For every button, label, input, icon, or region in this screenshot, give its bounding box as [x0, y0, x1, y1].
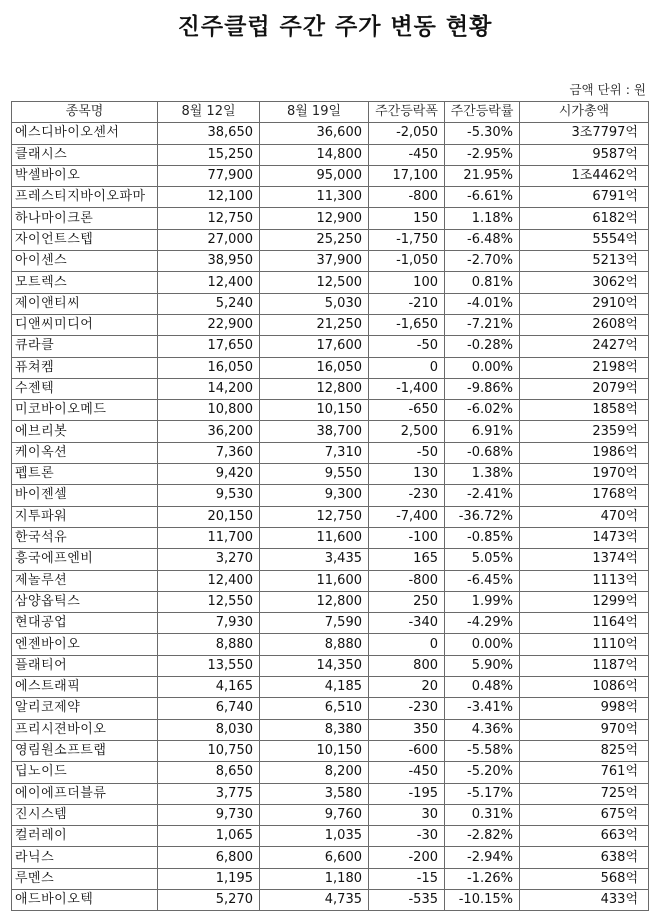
stock-name-cell: 라닉스	[12, 847, 158, 868]
table-row	[12, 400, 649, 421]
stock-name-cell: 흥국에프엔비	[12, 549, 158, 570]
market-cap-cell: 568억	[520, 868, 649, 889]
table-row	[12, 847, 649, 868]
aug12-price-cell: 8,030	[158, 719, 260, 740]
aug19-price-cell: 6,510	[260, 698, 369, 719]
aug19-price-cell: 9,300	[260, 485, 369, 506]
weekly-change-cell: 350	[369, 719, 445, 740]
stock-name-cell: 제놀루션	[12, 570, 158, 591]
weekly-change-cell: -2,050	[369, 123, 445, 144]
weekly-change-cell: 150	[369, 208, 445, 229]
aug19-price-cell: 9,760	[260, 804, 369, 825]
weekly-change-cell: -535	[369, 889, 445, 910]
table-row	[12, 208, 649, 229]
stock-name-cell: 애드바이오텍	[12, 889, 158, 910]
aug12-price-cell: 5,270	[158, 889, 260, 910]
market-cap-cell: 1086억	[520, 677, 649, 698]
weekly-change-rate-cell: -7.21%	[445, 314, 520, 335]
market-cap-cell: 2198억	[520, 357, 649, 378]
weekly-change-cell: -100	[369, 527, 445, 548]
aug19-price-cell: 10,150	[260, 740, 369, 761]
table-row	[12, 868, 649, 889]
aug12-price-cell: 1,065	[158, 826, 260, 847]
table-row	[12, 698, 649, 719]
market-cap-cell: 1164억	[520, 613, 649, 634]
weekly-change-rate-cell: 5.05%	[445, 549, 520, 570]
table-row	[12, 527, 649, 548]
aug19-price-cell: 14,800	[260, 144, 369, 165]
table-row	[12, 570, 649, 591]
market-cap-cell: 1768억	[520, 485, 649, 506]
stock-name-cell: 컬러레이	[12, 826, 158, 847]
aug19-price-cell: 25,250	[260, 229, 369, 250]
stock-name-cell: 에스디바이오센서	[12, 123, 158, 144]
aug12-price-cell: 12,100	[158, 187, 260, 208]
market-cap-cell: 2359억	[520, 421, 649, 442]
table-row	[12, 272, 649, 293]
market-cap-cell: 1299억	[520, 591, 649, 612]
weekly-change-rate-cell: 4.36%	[445, 719, 520, 740]
aug12-price-cell: 3,775	[158, 783, 260, 804]
aug19-price-cell: 9,550	[260, 464, 369, 485]
stock-name-cell: 딥노이드	[12, 762, 158, 783]
stock-name-cell: 펩트론	[12, 464, 158, 485]
weekly-change-rate-cell: 0.00%	[445, 634, 520, 655]
weekly-change-rate-cell: -2.94%	[445, 847, 520, 868]
market-cap-cell: 5554억	[520, 229, 649, 250]
aug19-price-cell: 7,590	[260, 613, 369, 634]
weekly-change-cell: 30	[369, 804, 445, 825]
aug12-price-cell: 12,400	[158, 570, 260, 591]
aug19-price-cell: 11,300	[260, 187, 369, 208]
weekly-change-rate-cell: -2.82%	[445, 826, 520, 847]
aug12-price-cell: 6,740	[158, 698, 260, 719]
market-cap-cell: 1374억	[520, 549, 649, 570]
weekly-change-rate-cell: 0.81%	[445, 272, 520, 293]
weekly-change-rate-cell: -9.86%	[445, 378, 520, 399]
market-cap-cell: 725억	[520, 783, 649, 804]
aug12-price-cell: 9,530	[158, 485, 260, 506]
weekly-change-rate-cell: -5.58%	[445, 740, 520, 761]
weekly-change-cell: 20	[369, 677, 445, 698]
weekly-change-rate-cell: 0.31%	[445, 804, 520, 825]
table-body	[12, 123, 649, 911]
aug12-price-cell: 8,650	[158, 762, 260, 783]
aug19-price-cell: 3,435	[260, 549, 369, 570]
aug19-price-cell: 1,180	[260, 868, 369, 889]
market-cap-cell: 5213억	[520, 251, 649, 272]
weekly-change-cell: 165	[369, 549, 445, 570]
table-row	[12, 783, 649, 804]
aug19-price-cell: 12,800	[260, 591, 369, 612]
aug12-price-cell: 22,900	[158, 314, 260, 335]
weekly-change-rate-cell: -5.20%	[445, 762, 520, 783]
weekly-change-cell: -450	[369, 144, 445, 165]
weekly-change-rate-cell: -5.17%	[445, 783, 520, 804]
aug12-price-cell: 1,195	[158, 868, 260, 889]
stock-name-cell: 모트렉스	[12, 272, 158, 293]
market-cap-cell: 1113억	[520, 570, 649, 591]
aug12-price-cell: 38,950	[158, 251, 260, 272]
table-row	[12, 336, 649, 357]
header-weekly-change: 주간등락폭	[369, 102, 445, 123]
aug12-price-cell: 12,550	[158, 591, 260, 612]
weekly-change-rate-cell: 1.99%	[445, 591, 520, 612]
table-row	[12, 293, 649, 314]
weekly-change-rate-cell: -2.41%	[445, 485, 520, 506]
weekly-change-cell: -7,400	[369, 506, 445, 527]
weekly-change-cell: -1,050	[369, 251, 445, 272]
weekly-change-rate-cell: -2.70%	[445, 251, 520, 272]
aug19-price-cell: 12,800	[260, 378, 369, 399]
aug19-price-cell: 11,600	[260, 527, 369, 548]
stock-name-cell: 루멘스	[12, 868, 158, 889]
aug12-price-cell: 14,200	[158, 378, 260, 399]
market-cap-cell: 3조7797억	[520, 123, 649, 144]
aug12-price-cell: 9,420	[158, 464, 260, 485]
weekly-change-rate-cell: -5.30%	[445, 123, 520, 144]
aug19-price-cell: 10,150	[260, 400, 369, 421]
weekly-change-rate-cell: -6.45%	[445, 570, 520, 591]
stock-name-cell: 에스트래픽	[12, 677, 158, 698]
table-row	[12, 123, 649, 144]
aug12-price-cell: 36,200	[158, 421, 260, 442]
stock-name-cell: 에브리봇	[12, 421, 158, 442]
market-cap-cell: 663억	[520, 826, 649, 847]
aug19-price-cell: 21,250	[260, 314, 369, 335]
stock-name-cell: 아이센스	[12, 251, 158, 272]
weekly-change-cell: 800	[369, 655, 445, 676]
market-cap-cell: 1858억	[520, 400, 649, 421]
market-cap-cell: 9587억	[520, 144, 649, 165]
market-cap-cell: 675억	[520, 804, 649, 825]
table-row	[12, 378, 649, 399]
stock-name-cell: 알리코제약	[12, 698, 158, 719]
weekly-change-cell: -50	[369, 336, 445, 357]
weekly-change-rate-cell: 0.48%	[445, 677, 520, 698]
aug19-price-cell: 8,880	[260, 634, 369, 655]
weekly-change-cell: -650	[369, 400, 445, 421]
stock-name-cell: 지투파워	[12, 506, 158, 527]
header-market-cap: 시가총액	[520, 102, 649, 123]
stock-name-cell: 프리시젼바이오	[12, 719, 158, 740]
header-stock-name: 종목명	[12, 102, 158, 123]
aug19-price-cell: 12,900	[260, 208, 369, 229]
weekly-change-cell: -195	[369, 783, 445, 804]
stock-name-cell: 엔젠바이오	[12, 634, 158, 655]
aug12-price-cell: 12,750	[158, 208, 260, 229]
aug19-price-cell: 17,600	[260, 336, 369, 357]
table-row	[12, 634, 649, 655]
aug19-price-cell: 11,600	[260, 570, 369, 591]
weekly-change-rate-cell: -6.02%	[445, 400, 520, 421]
weekly-change-cell: -800	[369, 187, 445, 208]
table-row	[12, 762, 649, 783]
market-cap-cell: 433억	[520, 889, 649, 910]
aug12-price-cell: 16,050	[158, 357, 260, 378]
market-cap-cell: 1986억	[520, 442, 649, 463]
aug12-price-cell: 7,930	[158, 613, 260, 634]
weekly-change-rate-cell: 0.00%	[445, 357, 520, 378]
weekly-change-rate-cell: -1.26%	[445, 868, 520, 889]
table-row	[12, 613, 649, 634]
stock-name-cell: 큐라클	[12, 336, 158, 357]
stock-name-cell: 영림원소프트랩	[12, 740, 158, 761]
table-row	[12, 677, 649, 698]
weekly-change-cell: -1,400	[369, 378, 445, 399]
aug12-price-cell: 9,730	[158, 804, 260, 825]
weekly-change-rate-cell: -6.61%	[445, 187, 520, 208]
market-cap-cell: 470억	[520, 506, 649, 527]
weekly-change-cell: -1,650	[369, 314, 445, 335]
table-header-row	[12, 102, 649, 123]
table-row	[12, 421, 649, 442]
weekly-change-rate-cell: -10.15%	[445, 889, 520, 910]
header-aug19: 8월 19일	[260, 102, 369, 123]
weekly-change-rate-cell: -36.72%	[445, 506, 520, 527]
aug12-price-cell: 38,650	[158, 123, 260, 144]
stock-name-cell: 에이에프더블류	[12, 783, 158, 804]
aug12-price-cell: 7,360	[158, 442, 260, 463]
market-cap-cell: 2079억	[520, 378, 649, 399]
market-cap-cell: 1조4462억	[520, 165, 649, 186]
aug12-price-cell: 77,900	[158, 165, 260, 186]
weekly-change-cell: -200	[369, 847, 445, 868]
market-cap-cell: 1187억	[520, 655, 649, 676]
market-cap-cell: 2608억	[520, 314, 649, 335]
table-row	[12, 591, 649, 612]
weekly-change-cell: -450	[369, 762, 445, 783]
table-row	[12, 464, 649, 485]
weekly-change-cell: 100	[369, 272, 445, 293]
header-aug12: 8월 12일	[158, 102, 260, 123]
aug12-price-cell: 15,250	[158, 144, 260, 165]
stock-name-cell: 바이젠셀	[12, 485, 158, 506]
market-cap-cell: 6791억	[520, 187, 649, 208]
aug19-price-cell: 16,050	[260, 357, 369, 378]
weekly-change-rate-cell: -4.01%	[445, 293, 520, 314]
table-row	[12, 187, 649, 208]
market-cap-cell: 2910억	[520, 293, 649, 314]
market-cap-cell: 6182억	[520, 208, 649, 229]
stock-price-table	[11, 101, 649, 911]
market-cap-cell: 761억	[520, 762, 649, 783]
weekly-change-cell: 2,500	[369, 421, 445, 442]
aug19-price-cell: 37,900	[260, 251, 369, 272]
stock-name-cell: 제이앤티씨	[12, 293, 158, 314]
aug12-price-cell: 12,400	[158, 272, 260, 293]
aug12-price-cell: 4,165	[158, 677, 260, 698]
table-row	[12, 549, 649, 570]
weekly-change-rate-cell: 1.18%	[445, 208, 520, 229]
table-row	[12, 251, 649, 272]
weekly-change-rate-cell: -3.41%	[445, 698, 520, 719]
stock-name-cell: 진시스템	[12, 804, 158, 825]
table-row	[12, 357, 649, 378]
table-row	[12, 506, 649, 527]
weekly-change-cell: -800	[369, 570, 445, 591]
aug19-price-cell: 8,200	[260, 762, 369, 783]
table-row	[12, 826, 649, 847]
weekly-change-cell: -30	[369, 826, 445, 847]
weekly-change-cell: -230	[369, 698, 445, 719]
weekly-change-cell: -1,750	[369, 229, 445, 250]
market-cap-cell: 998억	[520, 698, 649, 719]
stock-name-cell: 디앤씨미디어	[12, 314, 158, 335]
market-cap-cell: 2427억	[520, 336, 649, 357]
aug19-price-cell: 5,030	[260, 293, 369, 314]
weekly-change-rate-cell: -4.29%	[445, 613, 520, 634]
table-row	[12, 144, 649, 165]
aug12-price-cell: 10,800	[158, 400, 260, 421]
stock-name-cell: 퓨쳐켐	[12, 357, 158, 378]
aug12-price-cell: 10,750	[158, 740, 260, 761]
weekly-change-cell: -210	[369, 293, 445, 314]
aug19-price-cell: 4,735	[260, 889, 369, 910]
stock-name-cell: 자이언트스텝	[12, 229, 158, 250]
market-cap-cell: 1970억	[520, 464, 649, 485]
stock-name-cell: 박셀바이오	[12, 165, 158, 186]
table-row	[12, 229, 649, 250]
table-row	[12, 165, 649, 186]
aug19-price-cell: 12,500	[260, 272, 369, 293]
market-cap-cell: 825억	[520, 740, 649, 761]
market-cap-cell: 1110억	[520, 634, 649, 655]
aug12-price-cell: 27,000	[158, 229, 260, 250]
weekly-change-cell: 250	[369, 591, 445, 612]
weekly-change-cell: -230	[369, 485, 445, 506]
stock-name-cell: 프레스티지바이오파마	[12, 187, 158, 208]
table-row	[12, 485, 649, 506]
market-cap-cell: 970억	[520, 719, 649, 740]
stock-name-cell: 수젠텍	[12, 378, 158, 399]
stock-name-cell: 미코바이오메드	[12, 400, 158, 421]
aug19-price-cell: 38,700	[260, 421, 369, 442]
aug12-price-cell: 5,240	[158, 293, 260, 314]
aug19-price-cell: 95,000	[260, 165, 369, 186]
weekly-change-cell: -15	[369, 868, 445, 889]
market-cap-cell: 638억	[520, 847, 649, 868]
stock-name-cell: 현대공업	[12, 613, 158, 634]
aug12-price-cell: 3,270	[158, 549, 260, 570]
table-row	[12, 314, 649, 335]
stock-name-cell: 케이옥션	[12, 442, 158, 463]
table-row	[12, 719, 649, 740]
header-weekly-change-rate: 주간등락률	[445, 102, 520, 123]
stock-name-cell: 하나마이크론	[12, 208, 158, 229]
aug19-price-cell: 6,600	[260, 847, 369, 868]
weekly-change-cell: -50	[369, 442, 445, 463]
stock-name-cell: 한국석유	[12, 527, 158, 548]
aug19-price-cell: 8,380	[260, 719, 369, 740]
market-cap-cell: 1473억	[520, 527, 649, 548]
aug19-price-cell: 7,310	[260, 442, 369, 463]
stock-name-cell: 플래티어	[12, 655, 158, 676]
weekly-change-rate-cell: -2.95%	[445, 144, 520, 165]
weekly-change-rate-cell: -0.68%	[445, 442, 520, 463]
aug19-price-cell: 36,600	[260, 123, 369, 144]
page-title: 진주클럽 주간 주가 변동 현황	[177, 14, 493, 40]
weekly-change-cell: 0	[369, 357, 445, 378]
weekly-change-rate-cell: -0.28%	[445, 336, 520, 357]
aug12-price-cell: 20,150	[158, 506, 260, 527]
weekly-change-cell: 130	[369, 464, 445, 485]
aug12-price-cell: 6,800	[158, 847, 260, 868]
aug12-price-cell: 11,700	[158, 527, 260, 548]
weekly-change-rate-cell: 6.91%	[445, 421, 520, 442]
table-row	[12, 804, 649, 825]
weekly-change-rate-cell: 21.95%	[445, 165, 520, 186]
aug19-price-cell: 1,035	[260, 826, 369, 847]
weekly-change-cell: 17,100	[369, 165, 445, 186]
aug12-price-cell: 8,880	[158, 634, 260, 655]
weekly-change-cell: 0	[369, 634, 445, 655]
market-cap-cell: 3062억	[520, 272, 649, 293]
weekly-change-rate-cell: 1.38%	[445, 464, 520, 485]
weekly-change-rate-cell: -6.48%	[445, 229, 520, 250]
aug19-price-cell: 4,185	[260, 677, 369, 698]
aug12-price-cell: 17,650	[158, 336, 260, 357]
weekly-change-rate-cell: 5.90%	[445, 655, 520, 676]
table-row	[12, 740, 649, 761]
weekly-change-rate-cell: -0.85%	[445, 527, 520, 548]
aug19-price-cell: 3,580	[260, 783, 369, 804]
table-row	[12, 889, 649, 910]
table-row	[12, 442, 649, 463]
unit-label: 금액 단위 : 원	[569, 82, 646, 97]
aug19-price-cell: 12,750	[260, 506, 369, 527]
stock-name-cell: 삼양옵틱스	[12, 591, 158, 612]
weekly-change-cell: -600	[369, 740, 445, 761]
aug19-price-cell: 14,350	[260, 655, 369, 676]
weekly-change-cell: -340	[369, 613, 445, 634]
table-row	[12, 655, 649, 676]
stock-name-cell: 클래시스	[12, 144, 158, 165]
aug12-price-cell: 13,550	[158, 655, 260, 676]
